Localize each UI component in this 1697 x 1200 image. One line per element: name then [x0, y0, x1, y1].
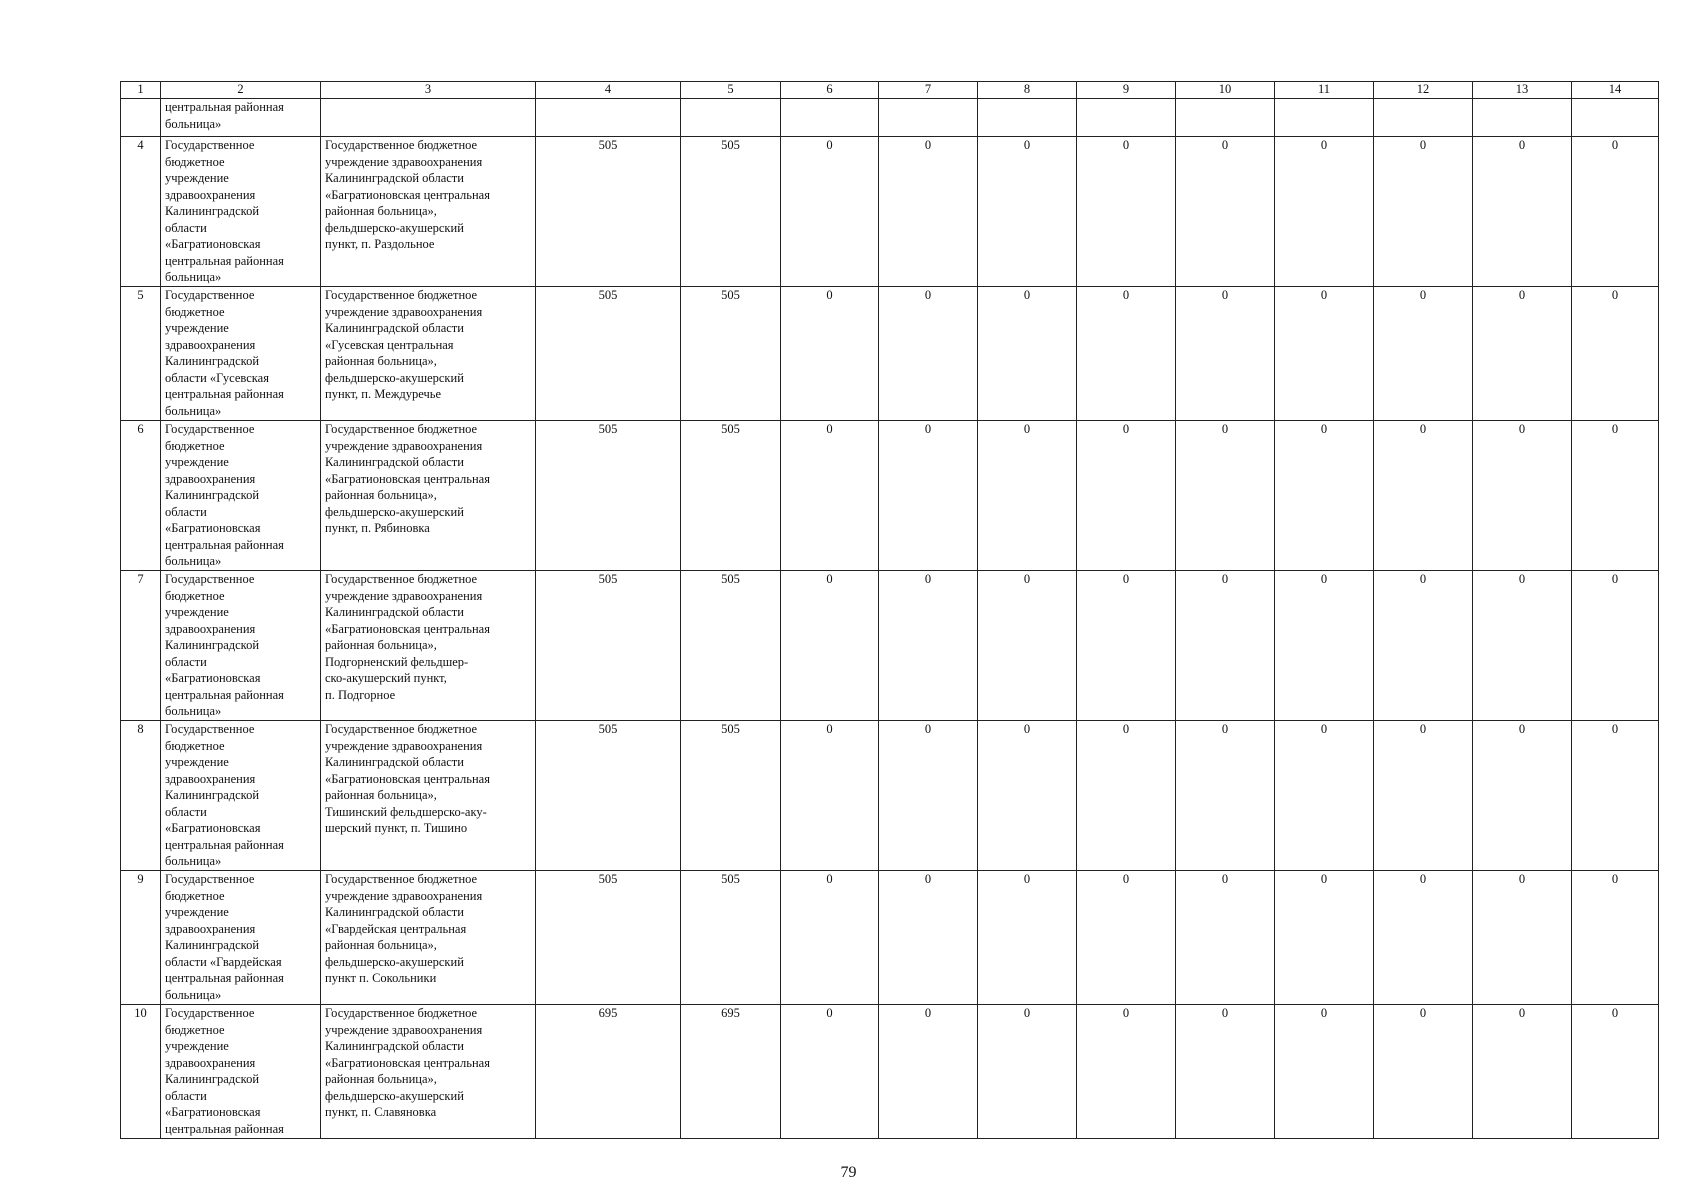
value-cell: 0 [1374, 1005, 1473, 1139]
value-cell: 0 [1572, 287, 1659, 421]
value-cell: 0 [1077, 421, 1176, 571]
value-cell: 0 [1473, 571, 1572, 721]
value-cell: 695 [681, 1005, 781, 1139]
value-cell: 0 [978, 721, 1077, 871]
value-cell: 0 [978, 571, 1077, 721]
value-cell: 0 [781, 721, 879, 871]
value-cell: 0 [1077, 571, 1176, 721]
value-cell: 0 [1473, 721, 1572, 871]
value-cell: 0 [1176, 571, 1275, 721]
value-cell: 0 [1572, 421, 1659, 571]
value-cell: 0 [1374, 287, 1473, 421]
value-cell [879, 99, 978, 137]
location-cell: Государственное бюджетное учреждение здравоохранения Калининградской области «Гусевская центральная районная больница», фельдшерско-акушерский пункт, п. Междуречье [321, 287, 536, 421]
row-number-cell: 5 [121, 287, 161, 421]
table-container [120, 81, 1659, 1139]
value-cell: 0 [1572, 721, 1659, 871]
column-number: 4 [536, 82, 681, 99]
value-cell: 0 [978, 1005, 1077, 1139]
organization-cell: Государственное бюджетное учреждение здравоохранения Калининградской области «Багратионовская центральная районная [161, 1005, 321, 1139]
column-number: 5 [681, 82, 781, 99]
value-cell: 0 [1473, 287, 1572, 421]
value-cell: 0 [879, 287, 978, 421]
value-cell: 0 [1176, 287, 1275, 421]
location-cell: Государственное бюджетное учреждение здравоохранения Калининградской области «Багратионовская центральная районная больница», фельдшерско-акушерский пункт, п. Рябиновка [321, 421, 536, 571]
value-cell: 505 [536, 137, 681, 287]
value-cell: 0 [978, 137, 1077, 287]
value-cell [1077, 99, 1176, 137]
organization-cell: Государственное бюджетное учреждение здравоохранения Калининградской области «Багратионовская центральная районная больница» [161, 721, 321, 871]
value-cell: 0 [879, 871, 978, 1005]
value-cell: 0 [1077, 871, 1176, 1005]
organization-cell: Государственное бюджетное учреждение здравоохранения Калининградской области «Багратионовская центральная районная больница» [161, 137, 321, 287]
organization-cell: Государственное бюджетное учреждение здравоохранения Калининградской области «Багратионовская центральная районная больница» [161, 571, 321, 721]
value-cell: 0 [978, 421, 1077, 571]
table-body [121, 99, 1659, 1139]
value-cell: 0 [1572, 571, 1659, 721]
location-cell [321, 99, 536, 137]
data-table [120, 81, 1659, 1139]
value-cell: 505 [681, 287, 781, 421]
value-cell: 0 [1275, 287, 1374, 421]
value-cell: 505 [681, 721, 781, 871]
value-cell: 0 [1572, 137, 1659, 287]
column-number: 14 [1572, 82, 1659, 99]
value-cell: 0 [1275, 871, 1374, 1005]
value-cell: 0 [1275, 571, 1374, 721]
value-cell: 695 [536, 1005, 681, 1139]
location-cell: Государственное бюджетное учреждение здравоохранения Калининградской области «Багратионовская центральная районная больница», фельдшерско-акушерский пункт, п. Славяновка [321, 1005, 536, 1139]
value-cell: 0 [1473, 1005, 1572, 1139]
value-cell: 0 [1176, 1005, 1275, 1139]
location-cell: Государственное бюджетное учреждение здравоохранения Калининградской области «Багратионовская центральная районная больница», Подгорненский фельдшер- ско-акушерский пункт, п. Подгорное [321, 571, 536, 721]
value-cell: 0 [1077, 1005, 1176, 1139]
value-cell: 0 [1176, 721, 1275, 871]
column-number: 2 [161, 82, 321, 99]
value-cell [781, 99, 879, 137]
column-number: 3 [321, 82, 536, 99]
value-cell: 0 [879, 721, 978, 871]
row-number-cell: 6 [121, 421, 161, 571]
value-cell: 0 [879, 571, 978, 721]
value-cell: 0 [1374, 721, 1473, 871]
column-number: 9 [1077, 82, 1176, 99]
value-cell: 0 [1176, 421, 1275, 571]
value-cell: 0 [978, 871, 1077, 1005]
value-cell [1176, 99, 1275, 137]
value-cell: 505 [536, 721, 681, 871]
table-row [121, 1005, 1659, 1139]
column-number-row [121, 82, 1659, 99]
location-cell: Государственное бюджетное учреждение здравоохранения Калининградской области «Гвардейская центральная районная больница», фельдшерско-акушерский пункт п. Сокольники [321, 871, 536, 1005]
column-number: 8 [978, 82, 1077, 99]
value-cell: 0 [1374, 421, 1473, 571]
location-cell: Государственное бюджетное учреждение здравоохранения Калининградской области «Багратионовская центральная районная больница», фельдшерско-акушерский пункт, п. Раздольное [321, 137, 536, 287]
row-number-cell [121, 99, 161, 137]
row-number-cell: 4 [121, 137, 161, 287]
value-cell: 0 [1176, 137, 1275, 287]
table-row [121, 287, 1659, 421]
value-cell: 0 [1473, 137, 1572, 287]
value-cell: 0 [1473, 421, 1572, 571]
value-cell [1572, 99, 1659, 137]
row-number-cell: 9 [121, 871, 161, 1005]
column-number: 1 [121, 82, 161, 99]
value-cell: 505 [681, 421, 781, 571]
column-number: 13 [1473, 82, 1572, 99]
organization-cell: центральная районная больница» [161, 99, 321, 137]
row-number-cell: 8 [121, 721, 161, 871]
value-cell: 0 [1374, 871, 1473, 1005]
row-number-cell: 7 [121, 571, 161, 721]
value-cell [536, 99, 681, 137]
value-cell [978, 99, 1077, 137]
table-row [121, 721, 1659, 871]
column-number: 7 [879, 82, 978, 99]
value-cell: 0 [781, 137, 879, 287]
value-cell [1275, 99, 1374, 137]
column-number: 12 [1374, 82, 1473, 99]
column-number: 11 [1275, 82, 1374, 99]
table-row [121, 571, 1659, 721]
value-cell: 0 [1275, 1005, 1374, 1139]
column-number: 6 [781, 82, 879, 99]
value-cell: 0 [1473, 871, 1572, 1005]
value-cell: 0 [781, 287, 879, 421]
organization-cell: Государственное бюджетное учреждение здравоохранения Калининградской области «Багратионовская центральная районная больница» [161, 421, 321, 571]
table-row [121, 137, 1659, 287]
value-cell: 0 [1374, 137, 1473, 287]
value-cell: 0 [781, 421, 879, 571]
value-cell: 505 [681, 137, 781, 287]
value-cell: 0 [781, 571, 879, 721]
value-cell: 0 [1572, 1005, 1659, 1139]
value-cell [1473, 99, 1572, 137]
value-cell: 0 [879, 421, 978, 571]
value-cell: 505 [681, 871, 781, 1005]
value-cell: 0 [1077, 721, 1176, 871]
location-cell: Государственное бюджетное учреждение здравоохранения Калининградской области «Багратионовская центральная районная больница», Тишинский фельдшерско-аку- шерский пункт, п. Тишино [321, 721, 536, 871]
column-number: 10 [1176, 82, 1275, 99]
value-cell: 0 [781, 1005, 879, 1139]
table-row [121, 871, 1659, 1005]
value-cell [681, 99, 781, 137]
value-cell: 0 [879, 1005, 978, 1139]
continuation-row [121, 99, 1659, 137]
value-cell: 0 [978, 287, 1077, 421]
value-cell: 505 [536, 871, 681, 1005]
page-number: 79 [840, 1164, 857, 1181]
value-cell: 0 [781, 871, 879, 1005]
value-cell: 0 [879, 137, 978, 287]
value-cell: 0 [1176, 871, 1275, 1005]
value-cell: 0 [1275, 721, 1374, 871]
value-cell: 0 [1572, 871, 1659, 1005]
value-cell: 0 [1077, 287, 1176, 421]
value-cell [1374, 99, 1473, 137]
value-cell: 505 [536, 287, 681, 421]
organization-cell: Государственное бюджетное учреждение здравоохранения Калининградской области «Гусевская центральная районная больница» [161, 287, 321, 421]
value-cell: 0 [1374, 571, 1473, 721]
value-cell: 0 [1077, 137, 1176, 287]
row-number-cell: 10 [121, 1005, 161, 1139]
value-cell: 0 [1275, 137, 1374, 287]
value-cell: 505 [536, 571, 681, 721]
value-cell: 505 [681, 571, 781, 721]
value-cell: 0 [1275, 421, 1374, 571]
organization-cell: Государственное бюджетное учреждение здравоохранения Калининградской области «Гвардейская центральная районная больница» [161, 871, 321, 1005]
value-cell: 505 [536, 421, 681, 571]
table-row [121, 421, 1659, 571]
